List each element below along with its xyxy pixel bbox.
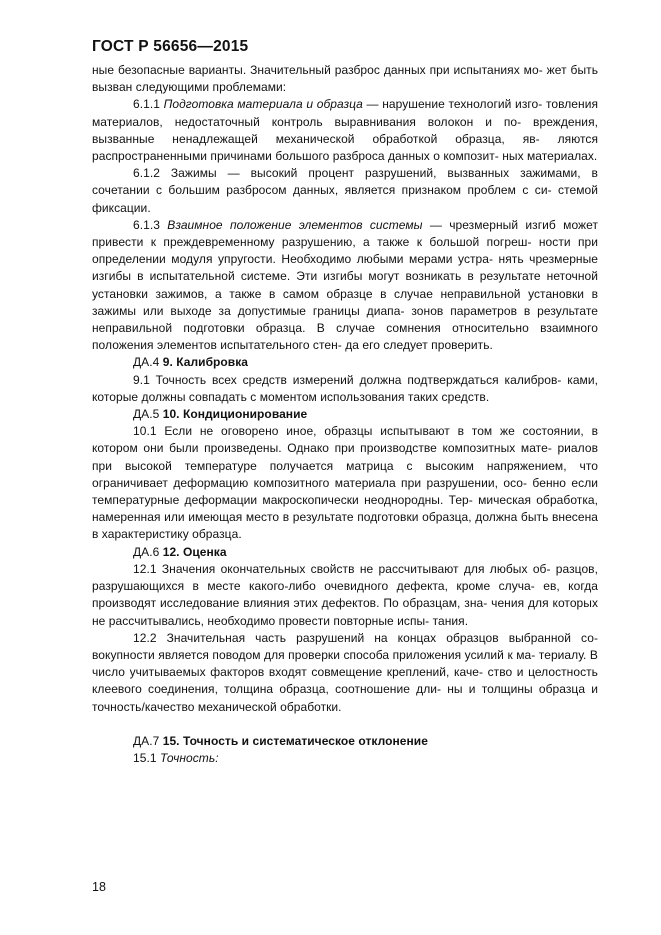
page-number: 18	[92, 880, 106, 894]
section-number: ДА.6	[133, 544, 163, 559]
clause-term: Взаимное положение элементов системы	[167, 217, 423, 232]
section-number: ДА.4	[133, 355, 163, 370]
clause-number: 6.1.1	[133, 97, 164, 112]
section-heading-da7	[92, 733, 598, 750]
section-title: 12. Оценка	[162, 544, 227, 559]
paragraph-9-1: 9.1 Точность всех средств измерений должна подтверждаться калибров- ками, которые должны совпадать с моментом использования таких средств.	[92, 372, 598, 404]
document-header: ГОСТ Р 56656—2015	[92, 38, 249, 55]
section-heading-da4	[92, 354, 598, 371]
paragraph-6-1-2: 6.1.2 Зажимы — высокий процент разрушений, вызванных зажимами, в сочетании с большим разбросом данных, является признаком проблем с си- стемой фиксации.	[92, 166, 598, 215]
clause-number: 15.1	[133, 750, 160, 765]
paragraph-6-1-1	[92, 96, 598, 165]
section-title: 15. Точность и систематическое отклонение	[162, 733, 428, 748]
document-body	[92, 62, 598, 767]
section-number: ДА.7	[133, 733, 163, 748]
paragraph-10-1: 10.1 Если не оговорено иное, образцы испытывают в том же состоянии, в котором они были произведены. Однако при производстве композитных мате- риалов при высокой температуре получается матрица с высоким напряжением, что ограничивает деформацию композитного материала при разрушении, осо- бенно если температурные деформации макроскопически неоднородны. Тер- мическая обработка, намеренная или имеющая место в результате подготовки образца, должна быть внесена в характеристику образца.	[92, 424, 598, 542]
spacer	[92, 716, 598, 733]
paragraph-6-1-3	[92, 217, 598, 355]
paragraph-intro: ные безопасные варианты. Значительный разброс данных при испытаниях мо- жет быть вызван следующими проблемами:	[92, 63, 598, 95]
paragraph-15-1	[92, 750, 598, 767]
paragraph-12-2: 12.2 Значительная часть разрушений на концах образцов выбранной со- вокупности является поводом для проверки способа приложения усилий к ма- териалу. В число учитываемых факторов входят совмещение креплений, каче- ство и целостность клеевого соединения, толщина образца, соотношение дли- ны и толщины образца и точность/качество механической обработки.	[92, 630, 598, 714]
section-number: ДА.5	[133, 407, 163, 422]
clause-number: 6.1.3	[133, 217, 168, 232]
clause-text: — нарушение технологий изго- товления материалов, недостаточный контроль выравнивания волокон и по- вреждения, вызванные ненадлежащей механической обработкой образца, яв- ляются распространенными причинами большого разброса данных о композит- ных материалах.	[92, 97, 598, 164]
clause-term: Точность:	[159, 750, 219, 765]
clause-term: Подготовка материала и образца	[163, 97, 363, 112]
section-heading-da5	[92, 406, 598, 423]
section-title: 10. Кондиционирование	[162, 407, 308, 422]
section-heading-da6	[92, 544, 598, 561]
section-title: 9. Калибровка	[162, 355, 248, 370]
clause-text: — чрезмерный изгиб может привести к преждевременному разрушению, а также к большой погреш- ности при определении модуля упругости. Необходимо любыми мерами устра- нять чрезмерные изгибы в испытательной системе. Эти изгибы могут возникать в результате неточной установки зажимов, а также в самом образце в случае неправильной установки в зажимы или выходе за допустимые границы диапа- зонов параметров в результате неправильной подготовки образца. В случае сомнения относительно взаимного положения элементов испытательного стен- да его следует проверить.	[92, 217, 598, 353]
paragraph-12-1: 12.1 Значения окончательных свойств не рассчитывают для любых об- разцов, разрушающихся в месте какого-либо очевидного дефекта, кроме случа- ев, когда производят исследование влияния этих дефектов. По образцам, зна- чения для которых не рассчитывались, необходимо провести повторные испы- тания.	[92, 561, 598, 628]
